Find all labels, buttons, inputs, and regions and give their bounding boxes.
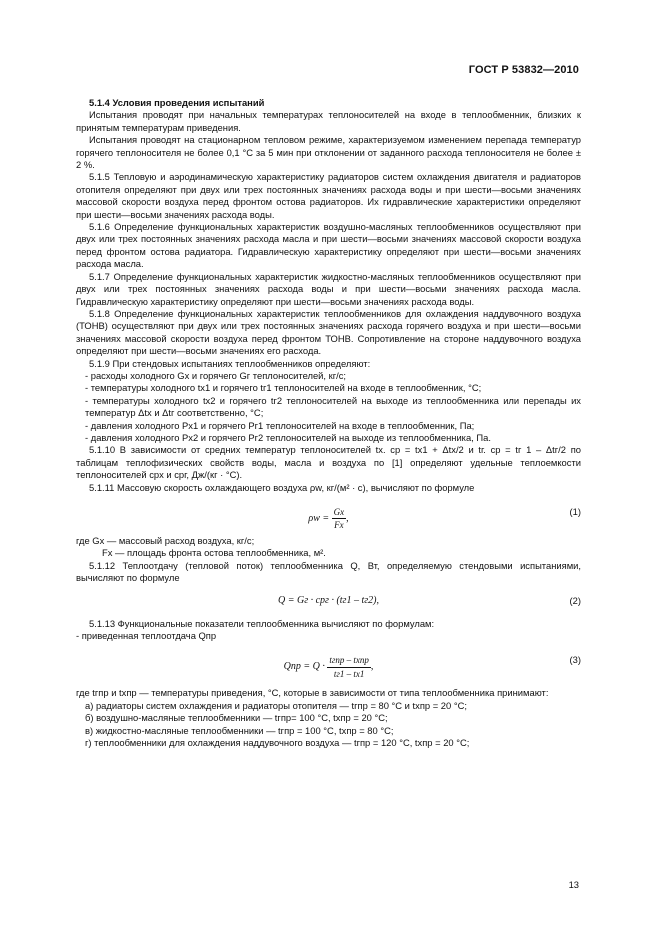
paragraph-5-1-10: 5.1.10 В зависимости от средних температур теплоносителей tx. ср = tx1 + Δtx/2 и tг. ср = tг 1 – Δtг/2 по таблицам теплофизических свойств воды, масла и воздуха по [1] определяют удельные теплоемкости теплоносителей cрx и cрг, Дж/(кг · °С). bbox=[76, 444, 581, 481]
list-item: - температуры холодного tx1 и горячего tг1 теплоносителей на входе в теплообменник, °С; bbox=[85, 382, 482, 394]
formula-1-fraction bbox=[332, 506, 347, 532]
section-title: 5.1.4 Условия проведения испытаний bbox=[89, 97, 265, 108]
list-item: а) радиаторы систем охлаждения и радиаторы отопителя — tгпр = 80 °С и tхпр = 20 °С; bbox=[85, 699, 467, 711]
formula-1-denominator: Fx bbox=[334, 520, 344, 531]
list-item: г) теплообменники для охлаждения наддувочного воздуха — tгпр = 120 °С, tхпр = 20 °С; bbox=[85, 737, 470, 749]
formula-3-fraction bbox=[327, 654, 371, 680]
paragraph-conditions-2: Испытания проводят на стационарном тепловом режиме, характеризуемом изменением перепада температур горячего теплоносителя не более 0,1 °С за 5 мин при отклонении от заданного расхода теплоносителя не более ± 2 %. bbox=[76, 134, 581, 171]
formula-1-lhs: ρw = bbox=[308, 513, 330, 525]
formula-1 bbox=[76, 500, 581, 530]
formula-3 bbox=[76, 648, 581, 682]
paragraph-5-1-12: 5.1.12 Теплоотдачу (тепловой поток) теплообменника Q, Вт, определяемую стендовыми испытаниями, вычисляют по формуле bbox=[76, 559, 581, 584]
formula-3-numerator: tгпр – tхпр bbox=[327, 654, 371, 667]
formula-1-numerator: Gx bbox=[332, 506, 347, 519]
paragraph-5-1-13-a: - приведенная теплоотдача Qпр bbox=[76, 630, 217, 642]
paragraph-5-1-11: 5.1.11 Массовую скорость охлаждающего воздуха ρw, кг/(м² · с), вычисляют по формуле bbox=[89, 481, 475, 493]
formula-3-denominator: tг1 – tх1 bbox=[333, 668, 365, 679]
list-item: - давления холодного Px2 и горячего Pг2 теплоносителей на выходе из теплообменника, Па. bbox=[85, 431, 491, 443]
where-clause-3: где tгпр и tхпр — температуры приведения, °С, которые в зависимости от типа теплообменника принимают: bbox=[76, 687, 549, 699]
formula-2-number: (2) bbox=[569, 594, 581, 606]
formula-2-expression: Q = Gг · cрг · (tг1 – tг2), bbox=[278, 594, 379, 606]
formula-3-tail: , bbox=[370, 661, 374, 673]
formula-3-lhs: Qпр = Q · bbox=[283, 661, 325, 673]
list-item: - давления холодного Px1 и горячего Pг1 теплоносителей на входе в теплообменник, Па; bbox=[85, 419, 475, 431]
paragraph-5-1-6: 5.1.6 Определение функциональных характеристик воздушно-масляных теплообменников осуществляют при двух или трех постоянных значениях расхода масла и при шести—восьми значениях массовой скорости воздуха перед фронтом остова радиатора. Гидравлическую характеристику определяют при шести—восьми значениях расхода масла. bbox=[76, 221, 581, 270]
formula-1-tail: , bbox=[346, 513, 349, 525]
paragraph-5-1-9: 5.1.9 При стендовых испытаниях теплообменников определяют: bbox=[89, 357, 371, 369]
paragraph-conditions-1: Испытания проводят при начальных температурах теплоносителей на входе в теплообменник, близких к принятым температурам приведения. bbox=[76, 109, 581, 133]
reduction-temperatures-list bbox=[76, 700, 581, 750]
list-item: б) воздушно-масляные теплообменники — tгпр= 100 °С, tхпр = 20 °С; bbox=[85, 712, 388, 724]
paragraph-5-1-7: 5.1.7 Определение функциональных характеристик жидкостно-масляных теплообменников осуществляют при двух или трех постоянных значениях расхода воды и при шести—восьми значениях расхода масла. Гидравлическую характеристику определяют при шести—восьми значениях расхода воды. bbox=[76, 270, 581, 307]
list-item: - расходы холодного Gx и горячего Gг теплоносителей, кг/с; bbox=[85, 369, 347, 381]
formula-3-number: (3) bbox=[569, 654, 581, 666]
paragraph-5-1-13: 5.1.13 Функциональные показатели теплообменника вычисляют по формулам: bbox=[89, 617, 435, 629]
page-number: 13 bbox=[568, 879, 579, 890]
list-item: - температуры холодного tx2 и горячего tг2 теплоносителей на выходе из теплообменника или перепады их температур Δtx и Δtг соответственно, °С; bbox=[85, 394, 581, 419]
formula-1-number: (1) bbox=[569, 506, 581, 517]
measured-quantities-list bbox=[76, 370, 581, 444]
paragraph-5-1-8: 5.1.8 Определение функциональных характеристик теплообменников для охлаждения наддувочного воздуха (ТОНВ) осуществляют при двух или трех постоянных значениях расхода горячего воздуха и при шести—восьми значениях массовой скорости воздуха перед фронтом ТОНВ. Сопротивление на стороне наддувочного воздуха определяют при шести—восьми значениях его расхода. bbox=[76, 307, 581, 357]
formula-2 bbox=[76, 591, 581, 613]
paragraph-5-1-5: 5.1.5 Тепловую и аэродинамическую характеристику радиаторов систем охлаждения двигателя и радиаторов отопителя определяют при двух или трех постоянных значениях расхода воды и при шести—восьми значениях массовой скорости воздуха перед фронтом остова радиаторов. Их гидравлические характеристики определяют при шести—восьми значениях расхода воды. bbox=[76, 171, 581, 220]
document-body bbox=[76, 97, 581, 749]
where-clause-1b: Fx — площадь фронта остова теплообменника, м². bbox=[102, 547, 326, 559]
where-clause-1: где Gx — массовый расход воздуха, кг/с; bbox=[76, 535, 255, 546]
standard-header: ГОСТ Р 53832—2010 bbox=[468, 64, 579, 76]
list-item: в) жидкостно-масляные теплообменники — tгпр = 100 °С, tхпр = 80 °С; bbox=[85, 724, 394, 736]
